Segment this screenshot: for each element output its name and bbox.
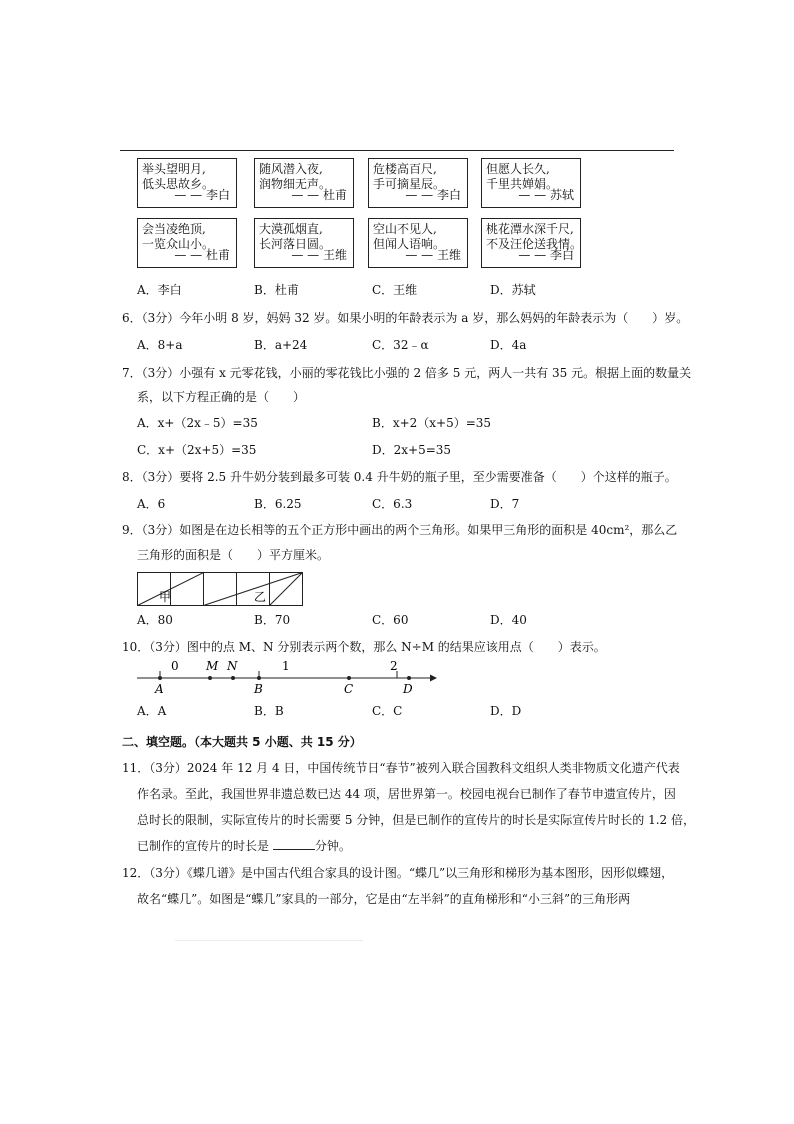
tick-label-2: 2	[390, 659, 398, 673]
poem-card	[137, 158, 237, 208]
poem-line: 桃花潭水深千尺,	[486, 222, 574, 236]
five-squares-figure	[137, 572, 303, 606]
option-c[interactable]: C．6.3	[372, 497, 413, 511]
point-label-b: B	[254, 682, 263, 696]
poem-card	[368, 218, 468, 268]
poem-line: 但愿人长久,	[486, 162, 550, 176]
question-9-text: 三角形的面积是（ ）平方厘米。	[137, 548, 330, 562]
poem-line: 随风潜入夜,	[259, 162, 323, 176]
poem-author: — — 李白	[518, 248, 574, 262]
section-heading: 二、填空题。（本大题共 5 小题、共 15 分）	[122, 735, 362, 749]
poem-line: 危楼高百尺,	[373, 162, 437, 176]
question-12-text: 12．（3分）《蝶几谱》是中国古代组合家具的设计图。“蝶几”以三角形和梯形为基本图形，因形似蝶翅，	[122, 866, 674, 880]
poem-author: — — 苏轼	[518, 188, 574, 202]
question-10-text: 10．（3分）图中的点 M、N 分别表示两个数，那么 N÷M 的结果应该用点（ ）表示。	[122, 640, 606, 654]
option-c[interactable]: C．x+（2x+5）=35	[137, 443, 257, 457]
option-b[interactable]: B．a+24	[254, 338, 308, 352]
option-a[interactable]: A．李白	[137, 283, 182, 297]
point-label-a: A	[155, 682, 164, 696]
poem-line: 低头思故乡。	[142, 177, 215, 191]
option-d[interactable]: D．2x+5=35	[372, 443, 452, 457]
question-7-text: 7．（3分）小强有 x 元零花钱，小丽的零花钱比小强的 2 倍多 5 元，两人一共有 35 元。根据上面的数量关	[122, 366, 692, 380]
option-c[interactable]: C．32﹣α	[372, 338, 429, 352]
question-11-text: 11．（3分）2024 年 12 月 4 日，中国传统节日“春节”被列入联合国教科文组织人类非物质文化遗产代表	[122, 761, 680, 775]
option-a[interactable]: A．6	[137, 497, 166, 511]
poem-line: 不及汪伦送我情。	[486, 237, 583, 251]
point-label-c: C	[344, 682, 354, 696]
point-label-n: N	[227, 659, 238, 673]
question-12-text: 故名“蝶几”。如图是“蝶几”家具的一部分，它是由“左半斜”的直角梯形和“小三斜”的三角形两	[137, 892, 631, 906]
poem-line: 大漠孤烟直,	[259, 222, 323, 236]
option-d[interactable]: D．7	[490, 497, 520, 511]
option-b[interactable]: B．B	[254, 704, 284, 718]
question-11-text	[137, 837, 351, 854]
label-jia: 甲	[159, 590, 172, 604]
option-c[interactable]: C．C	[372, 704, 403, 718]
option-c[interactable]: C．60	[372, 613, 409, 627]
poem-line: 空山不见人,	[373, 222, 437, 236]
poem-card	[137, 218, 237, 268]
option-c[interactable]: C．王维	[372, 283, 418, 297]
number-line-figure	[137, 658, 437, 698]
poem-author: — — 王维	[291, 248, 347, 262]
option-d[interactable]: D．苏轼	[490, 283, 536, 297]
poem-author: — — 李白	[174, 188, 230, 202]
question-9-text: 9．（3分）如图是在边长相等的五个正方形中画出的两个三角形。如果甲三角形的面积是 40cm²，那么乙	[122, 523, 678, 537]
question-11-text: 作名录。至此，我国世界非遗总数已达 44 项，居世界第一。校园电视台已制作了春节申遗宣传片，因	[137, 787, 676, 801]
poem-line: 会当凌绝顶,	[142, 222, 206, 236]
poem-line: 手可摘星辰。	[373, 177, 446, 191]
point-label-d: D	[403, 682, 413, 696]
poem-line: 举头望明月,	[142, 162, 206, 176]
poem-line: 但闻人语响。	[373, 237, 446, 251]
option-b[interactable]: B．杜甫	[254, 283, 299, 297]
poem-card	[254, 218, 354, 268]
option-a[interactable]: A．8+a	[137, 338, 183, 352]
option-b[interactable]: B．x+2（x+5）=35	[372, 416, 492, 430]
poem-card	[254, 158, 354, 208]
option-a[interactable]: A．x+（2x﹣5）=35	[137, 416, 258, 430]
option-d[interactable]: D．40	[490, 613, 527, 627]
poem-card	[368, 158, 468, 208]
poem-card	[481, 218, 581, 268]
question-11-text: 总时长的限制，实际宣传片的时长需要 5 分钟，但是已制作的宣传片的时长是实际宣传片时长的 1.2 倍，	[137, 813, 695, 827]
question-11-suffix: 分钟。	[314, 839, 351, 853]
option-a[interactable]: A．A	[137, 704, 167, 718]
footer-rule	[175, 940, 363, 941]
poem-line: 千里共婵娟。	[486, 177, 559, 191]
option-b[interactable]: B．70	[254, 613, 291, 627]
option-d[interactable]: D．4a	[490, 338, 527, 352]
question-7-text: 系，以下方程正确的是（ ）	[137, 390, 306, 404]
option-d[interactable]: D．D	[490, 704, 522, 718]
poem-line: 润物细无声。	[259, 177, 332, 191]
question-8-text: 8．（3分）要将 2.5 升牛奶分装到最多可装 0.4 升牛奶的瓶子里，至少需要准备（ ）个这样的瓶子。	[122, 470, 677, 484]
point-label-m: M	[206, 659, 219, 673]
poem-line: 长河落日圆。	[259, 237, 332, 251]
answer-blank[interactable]	[273, 837, 315, 850]
poem-author: — — 王维	[405, 248, 461, 262]
poem-card	[481, 158, 581, 208]
tick-label-1: 1	[282, 659, 290, 673]
poem-author: — — 杜甫	[174, 248, 230, 262]
header-rule	[120, 150, 674, 151]
poem-author: — — 杜甫	[291, 188, 347, 202]
poem-line: 一览众山小。	[142, 237, 215, 251]
option-a[interactable]: A．80	[137, 613, 173, 627]
option-b[interactable]: B．6.25	[254, 497, 302, 511]
tick-label-0: 0	[171, 659, 179, 673]
label-yi: 乙	[254, 590, 267, 604]
poem-author: — — 李白	[405, 188, 461, 202]
question-11-prefix: 已制作的宣传片的时长是	[137, 839, 273, 853]
question-6-text: 6．（3分）今年小明 8 岁，妈妈 32 岁。如果小明的年龄表示为 a 岁，那么妈妈的年龄表示为（ ）岁。	[122, 311, 689, 325]
